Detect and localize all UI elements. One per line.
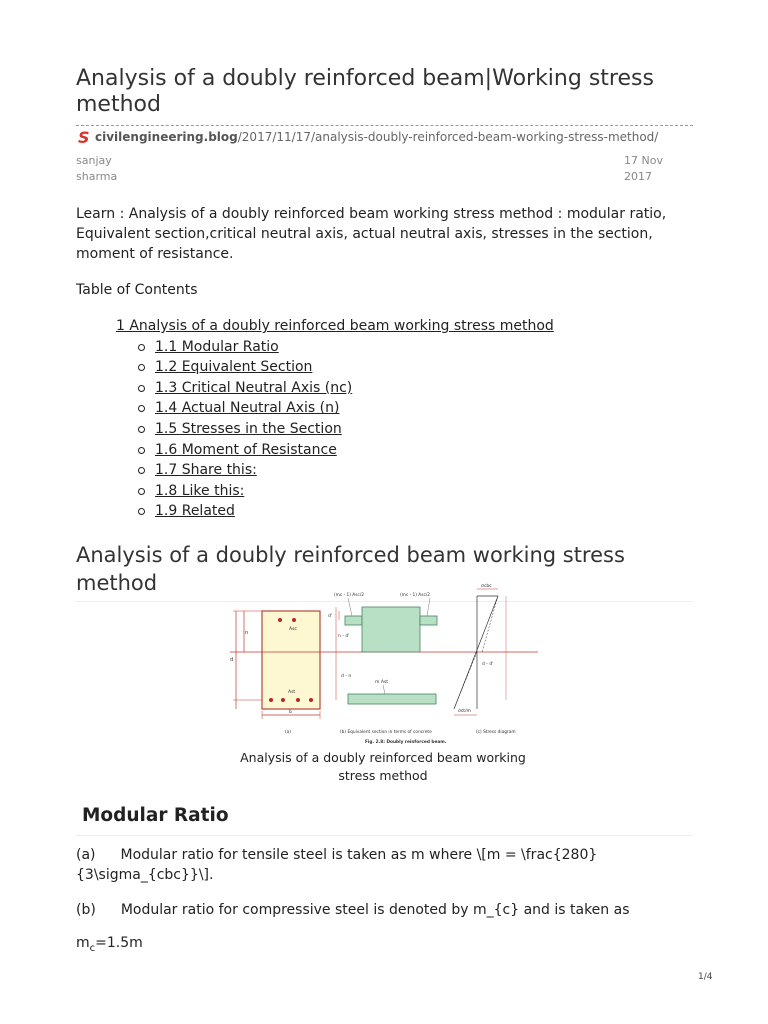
equiv-tension-steel (348, 694, 436, 704)
source-link[interactable] (95, 130, 658, 144)
toc-link-critical-neutral-axis[interactable]: 1.3 Critical Neutral Axis (nc) (155, 379, 353, 396)
toc-link-equivalent-section[interactable]: 1.2 Equivalent Section (155, 359, 313, 376)
leader-line (427, 598, 430, 616)
label-sigma-cbc: σcbc (481, 584, 492, 589)
toc-item (137, 398, 554, 419)
compression-bar (278, 618, 282, 622)
equiv-steel-left (345, 616, 362, 625)
author: sanjay sharma (76, 154, 118, 183)
beam-figure (230, 579, 540, 746)
page-number: 1/4 (698, 972, 713, 982)
fig-title: Fig. 2.8: Doubly reinforced beam. (365, 740, 447, 745)
tension-bar (296, 698, 300, 702)
toc-item (137, 337, 554, 358)
modular-ratio-heading: Modular Ratio (76, 803, 693, 836)
figure-caption: Analysis of a doubly reinforced beam working stress method (240, 750, 526, 783)
publish-date: 17 Nov 2017 (624, 154, 663, 183)
toc-item (137, 357, 554, 378)
label-m-ast: m Ast (375, 680, 389, 685)
toc-link-related[interactable]: 1.9 Related (155, 503, 235, 520)
toc-item (137, 440, 554, 461)
label-ast: Ast (288, 690, 296, 695)
tension-bar (281, 698, 285, 702)
toc-title: Table of Contents (76, 282, 198, 298)
intro-paragraph: Learn : Analysis of a doubly reinforced beam working stress method : modular ratio, Equivalent section,critical neutral axis, actual neutral axis, stresses in the section, moment of resistance. (76, 206, 667, 262)
toc-item (137, 481, 554, 502)
formula-mc (76, 933, 686, 959)
toc-item (137, 378, 554, 399)
toc-link-actual-neutral-axis[interactable]: 1.4 Actual Neutral Axis (n) (155, 400, 340, 417)
label-mc-right: (mc - 1) Asc/2 (400, 593, 431, 598)
section-heading: Analysis of a doubly reinforced beam working stress method (76, 541, 693, 602)
tension-bar (309, 698, 313, 702)
label-d: d (230, 657, 234, 663)
label-n: n (245, 630, 249, 636)
label-asc: Asc (289, 627, 297, 632)
label-sigma-st-m: σst/m (458, 709, 471, 714)
toc-item (137, 419, 554, 440)
label-d-minus-d-prime: d - d' (482, 662, 494, 667)
toc-link-moment-of-resistance[interactable]: 1.6 Moment of Resistance (155, 441, 337, 458)
toc-link-modular-ratio[interactable]: 1.1 Modular Ratio (155, 338, 279, 355)
formula-sub: c (89, 942, 96, 954)
paragraph-b (76, 900, 686, 920)
para-b-text: Modular ratio for compressive steel is denoted by m_{c} and is taken as (120, 902, 630, 918)
compression-bar (292, 618, 296, 622)
formula-rest: =1.5m (95, 935, 143, 951)
leader-line (348, 598, 352, 616)
toc-item (137, 460, 554, 481)
source-path: /2017/11/17/analysis-doubly-reinforced-beam-working-stress-method/ (237, 130, 659, 144)
label-d-prime: d' (328, 614, 333, 619)
toc-link-like[interactable]: 1.8 Like this: (155, 482, 245, 499)
tension-bar (269, 698, 273, 702)
leader-line (383, 685, 385, 694)
toc-sublist (137, 337, 554, 522)
sublabel-c: (c) Stress diagram (476, 730, 516, 735)
sublabel-b: (b) Equivalent section in terms of concrete (340, 730, 432, 735)
divider (76, 125, 693, 126)
label-mc-left: (mc - 1) Asc/2 (334, 593, 365, 598)
toc-link-stresses[interactable]: 1.5 Stresses in the Section (155, 420, 342, 437)
label-b: b (289, 710, 292, 715)
article-title: Analysis of a doubly reinforced beam|Working stress method (76, 66, 654, 117)
source-domain: civilengineering.blog (95, 130, 238, 144)
stress-dash (482, 596, 498, 652)
toc-link-share[interactable]: 1.7 Share this: (155, 462, 257, 479)
para-b-label: (b) (76, 902, 96, 918)
beam-diagram (230, 579, 540, 746)
formula-base: m (76, 935, 90, 951)
equiv-steel-right (420, 616, 437, 625)
site-logo-icon: S (78, 128, 90, 147)
para-a-label: (a) (76, 847, 96, 863)
para-a-text: Modular ratio for tensile steel is taken as m where \[m = \frac{280}{3\sigma_{cbc}}\]. (76, 847, 598, 883)
toc-link-main[interactable]: 1 Analysis of a doubly reinforced beam working stress method (116, 318, 554, 334)
table-of-contents (116, 316, 554, 522)
sublabel-a: (a) (285, 730, 291, 735)
toc-item (137, 501, 554, 522)
equiv-concrete (362, 607, 420, 652)
source-bar (76, 124, 693, 147)
label-d-minus-n: d - n (341, 674, 352, 679)
label-n-minus-d-prime: n - d' (338, 634, 350, 639)
paragraph-a (76, 845, 686, 885)
